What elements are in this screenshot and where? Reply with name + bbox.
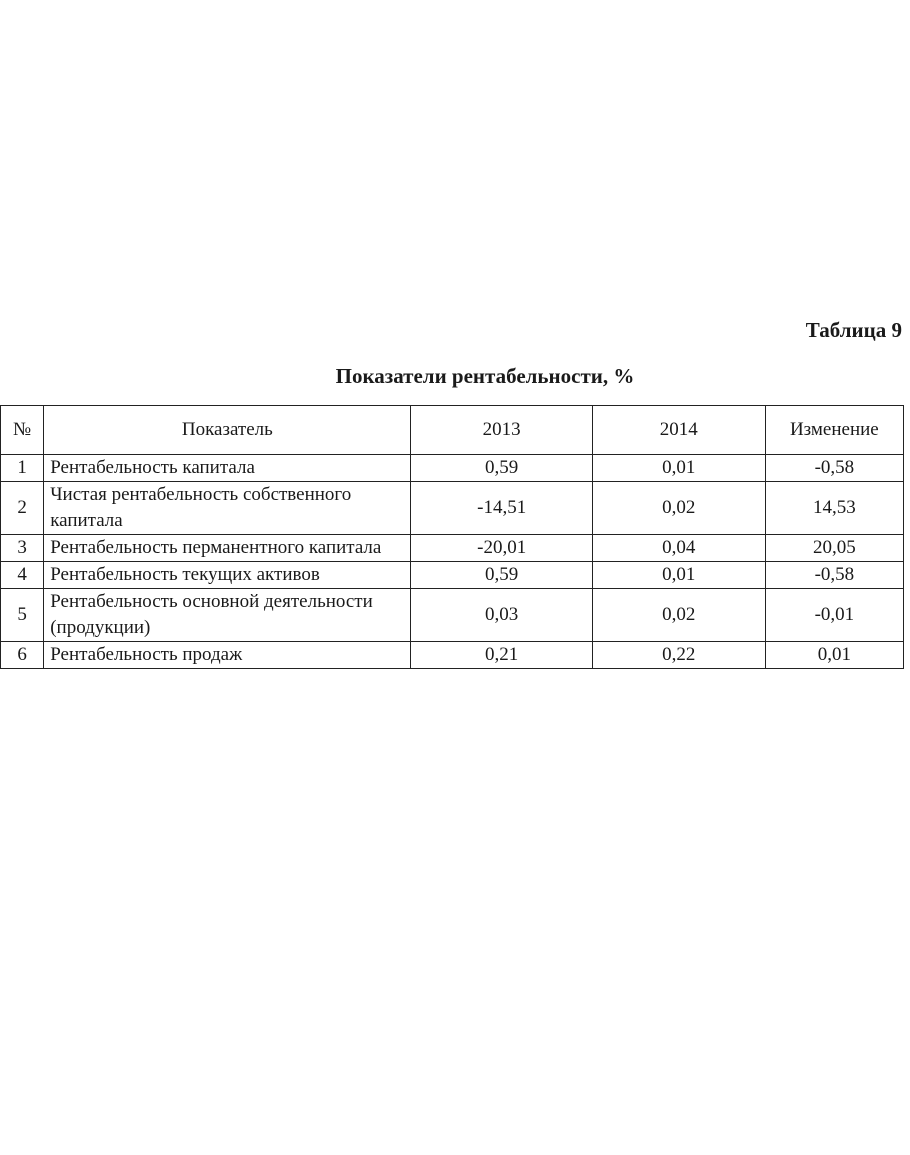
- profitability-table: [0, 405, 904, 669]
- value-change: 20,05: [765, 535, 903, 562]
- table-row: [1, 535, 904, 562]
- value-2014: 0,01: [592, 455, 765, 482]
- row-number: 6: [1, 642, 44, 669]
- value-change: 0,01: [765, 642, 903, 669]
- value-change: -0,58: [765, 455, 903, 482]
- table-row: [1, 642, 904, 669]
- row-number: 4: [1, 562, 44, 589]
- table-row: [1, 482, 904, 535]
- header-row: [1, 406, 904, 455]
- value-2014: 0,04: [592, 535, 765, 562]
- header-indicator: Показатель: [44, 406, 411, 455]
- value-2014: 0,02: [592, 589, 765, 642]
- table-row: [1, 455, 904, 482]
- header-2013: 2013: [411, 406, 592, 455]
- value-2013: 0,21: [411, 642, 592, 669]
- header-2014: 2014: [592, 406, 765, 455]
- row-number: 5: [1, 589, 44, 642]
- indicator-name: Рентабельность перманентного капитала: [44, 535, 411, 562]
- value-2013: 0,03: [411, 589, 592, 642]
- value-2014: 0,02: [592, 482, 765, 535]
- indicator-name: Рентабельность текущих активов: [44, 562, 411, 589]
- row-number: 3: [1, 535, 44, 562]
- table-row: [1, 562, 904, 589]
- header-number: №: [1, 406, 44, 455]
- table-number: Таблица 9: [805, 318, 902, 342]
- table-row: [1, 589, 904, 642]
- value-change: -0,58: [765, 562, 903, 589]
- indicator-name: Рентабельность продаж: [44, 642, 411, 669]
- indicator-name: Рентабельность основной деятельности (продукции): [44, 589, 411, 642]
- value-2013: -14,51: [411, 482, 592, 535]
- row-number: 1: [1, 455, 44, 482]
- value-2014: 0,01: [592, 562, 765, 589]
- indicator-name: Чистая рентабельность собственного капитала: [44, 482, 411, 535]
- value-2013: 0,59: [411, 455, 592, 482]
- value-2014: 0,22: [592, 642, 765, 669]
- value-2013: 0,59: [411, 562, 592, 589]
- indicator-name: Рентабельность капитала: [44, 455, 411, 482]
- value-change: -0,01: [765, 589, 903, 642]
- value-change: 14,53: [765, 482, 903, 535]
- header-change: Изменение: [765, 406, 903, 455]
- row-number: 2: [1, 482, 44, 535]
- table-title: Показатели рентабельности, %: [335, 364, 635, 388]
- value-2013: -20,01: [411, 535, 592, 562]
